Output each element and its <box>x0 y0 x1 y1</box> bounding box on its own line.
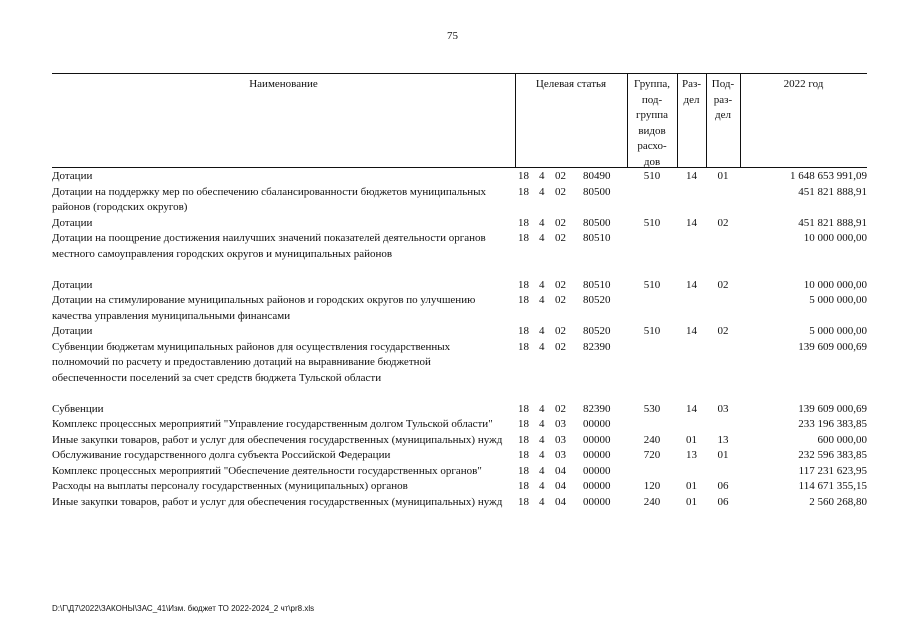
code-subprogram: 4 <box>539 185 545 198</box>
code-program: 18 <box>518 294 529 306</box>
section-code: 14 <box>686 170 697 182</box>
code-subprogram: 4 <box>539 480 545 492</box>
row-amount: 117 231 623,95 <box>798 464 867 477</box>
code-block: 02 <box>555 402 566 415</box>
group-code: 720 <box>643 449 661 461</box>
row-name: Дотации <box>52 216 93 229</box>
code-direction: 00000 <box>583 433 611 446</box>
code-program: 18 <box>518 340 529 353</box>
row-name: Дотации <box>52 170 93 182</box>
table-row <box>52 169 867 185</box>
code-program: 18 <box>518 185 529 198</box>
table-row <box>52 185 867 216</box>
row-amount: 114 671 355,15 <box>798 480 867 492</box>
subsection-code: 01 <box>717 170 729 182</box>
row-amount: 10 000 000,00 <box>803 232 867 244</box>
row-name: Комплекс процессных мероприятий "Обеспечение деятельности государственных органов" <box>52 464 482 477</box>
table-row <box>52 402 867 418</box>
table-row <box>52 448 867 464</box>
code-block: 03 <box>555 449 566 461</box>
subsection-code: 01 <box>717 449 729 461</box>
code-subprogram: 4 <box>539 170 545 182</box>
group-code: 510 <box>643 170 661 182</box>
section-code: 01 <box>686 495 697 508</box>
code-block: 02 <box>555 216 566 229</box>
code-block: 04 <box>555 464 566 477</box>
code-direction: 80500 <box>583 185 611 198</box>
group-code: 240 <box>643 433 661 446</box>
code-direction: 80520 <box>583 325 611 337</box>
code-direction: 82390 <box>583 402 611 415</box>
group-code: 530 <box>643 402 661 415</box>
row-name: Дотации <box>52 325 93 337</box>
code-program: 18 <box>518 278 529 291</box>
row-name: Субвенции бюджетам муниципальных районов для осуществления государственных полномочий по расчету и предоставлению дотаций на выравнивание бюджетной обеспеченности поселений за счет средств бюджета Тульской области <box>52 340 451 384</box>
table-row <box>52 278 867 294</box>
code-program: 18 <box>518 232 529 244</box>
code-direction: 80510 <box>583 232 611 244</box>
subsection-code: 02 <box>717 216 729 229</box>
code-subprogram: 4 <box>539 402 545 415</box>
subsection-code: 06 <box>717 480 729 492</box>
code-program: 18 <box>518 402 529 415</box>
code-program: 18 <box>518 495 529 508</box>
header-year: 2022 год <box>783 78 824 90</box>
table-row <box>52 231 867 278</box>
row-name: Обслуживание государственного долга субъекта Российской Федерации <box>52 449 391 461</box>
row-amount: 10 000 000,00 <box>803 278 867 291</box>
row-name: Расходы на выплаты персоналу государственных (муниципальных) органов <box>52 480 408 492</box>
section-code: 13 <box>686 449 697 461</box>
group-code: 510 <box>643 278 661 291</box>
subsection-code: 02 <box>717 278 729 291</box>
section-code: 14 <box>686 216 697 229</box>
code-program: 18 <box>518 170 529 182</box>
code-block: 02 <box>555 170 566 182</box>
subsection-code: 06 <box>717 495 729 508</box>
table-row <box>52 216 867 232</box>
code-direction: 00000 <box>583 418 611 430</box>
row-amount: 233 196 383,85 <box>798 418 867 430</box>
code-direction: 00000 <box>583 464 611 477</box>
section-code: 14 <box>686 325 697 337</box>
row-name: Субвенции <box>52 402 104 415</box>
row-name: Дотации на стимулирование муниципальных районов и городских округов по улучшению качества управления муниципальными финансами <box>52 294 476 322</box>
code-direction: 80510 <box>583 278 611 291</box>
row-amount: 139 609 000,69 <box>798 340 867 353</box>
code-block: 02 <box>555 340 566 353</box>
header-section: Раз- дел <box>681 78 701 106</box>
row-amount: 139 609 000,69 <box>798 402 867 415</box>
row-amount: 2 560 268,80 <box>809 495 867 508</box>
row-amount: 232 596 383,85 <box>798 449 867 461</box>
table-header <box>52 73 867 168</box>
table-row <box>52 324 867 340</box>
code-subprogram: 4 <box>539 464 545 477</box>
row-name: Дотации на поддержку мер по обеспечению сбалансированности бюджетов муниципальных районов (городских округов) <box>52 185 487 213</box>
row-amount: 451 821 888,91 <box>798 216 867 229</box>
code-block: 04 <box>555 495 566 508</box>
code-block: 02 <box>555 294 566 306</box>
group-code: 510 <box>643 325 661 337</box>
code-block: 03 <box>555 433 566 446</box>
code-subprogram: 4 <box>539 418 545 430</box>
subsection-code: 03 <box>717 402 729 415</box>
code-program: 18 <box>518 325 529 337</box>
code-program: 18 <box>518 433 529 446</box>
code-block: 02 <box>555 278 566 291</box>
table-row <box>52 340 867 402</box>
code-block: 03 <box>555 418 566 430</box>
header-name: Наименование <box>249 78 318 90</box>
code-subprogram: 4 <box>539 294 545 306</box>
code-subprogram: 4 <box>539 216 545 229</box>
file-path-footer: D:\Г\Д7\2022\ЗАКОНЫ\ЗАС_41\Изм. бюджет ТО 2022-2024_2 чт\pr8.xls <box>52 604 315 613</box>
code-direction: 82390 <box>583 340 611 353</box>
table-row <box>52 417 867 433</box>
code-subprogram: 4 <box>539 325 545 337</box>
row-amount: 600 000,00 <box>817 433 867 446</box>
header-subsection: Под- раз- дел <box>711 78 735 121</box>
code-program: 18 <box>518 449 529 461</box>
row-name: Дотации <box>52 278 93 291</box>
row-amount: 5 000 000,00 <box>809 325 867 337</box>
row-name: Иные закупки товаров, работ и услуг для обеспечения государственных (муниципальных) нужд <box>52 495 503 508</box>
group-code: 240 <box>643 495 661 508</box>
row-amount: 5 000 000,00 <box>809 294 867 306</box>
section-code: 01 <box>686 433 697 446</box>
table-body <box>52 169 867 510</box>
code-direction: 00000 <box>583 480 611 492</box>
code-program: 18 <box>518 216 529 229</box>
group-code: 120 <box>643 480 661 492</box>
code-subprogram: 4 <box>539 278 545 291</box>
table-row <box>52 464 867 480</box>
page-number: 75 <box>447 30 458 42</box>
code-direction: 00000 <box>583 495 611 508</box>
subsection-code: 02 <box>717 325 729 337</box>
section-code: 14 <box>686 278 697 291</box>
code-direction: 80500 <box>583 216 611 229</box>
code-subprogram: 4 <box>539 449 545 461</box>
subsection-code: 13 <box>717 433 729 446</box>
code-block: 02 <box>555 325 566 337</box>
header-group: Группа, под- группа видов расхо- дов <box>634 78 670 168</box>
table-row <box>52 479 867 495</box>
code-program: 18 <box>518 464 529 477</box>
row-name: Дотации на поощрение достижения наилучших значений показателей деятельности органов местного самоуправления городских округов и муниципальных районов <box>52 232 486 260</box>
code-subprogram: 4 <box>539 340 545 353</box>
code-direction: 80520 <box>583 294 611 306</box>
row-name: Комплекс процессных мероприятий "Управление государственным долгом Тульской области" <box>52 418 493 430</box>
code-direction: 00000 <box>583 449 611 461</box>
code-direction: 80490 <box>583 170 611 182</box>
code-program: 18 <box>518 480 529 492</box>
table-row <box>52 293 867 324</box>
section-code: 01 <box>686 480 697 492</box>
group-code: 510 <box>643 216 661 229</box>
code-subprogram: 4 <box>539 433 545 446</box>
code-program: 18 <box>518 418 529 430</box>
row-name: Иные закупки товаров, работ и услуг для обеспечения государственных (муниципальных) нужд <box>52 433 503 446</box>
row-amount: 451 821 888,91 <box>798 185 867 198</box>
code-block: 02 <box>555 232 566 244</box>
table-row <box>52 433 867 449</box>
header-target: Целевая статья <box>535 78 607 90</box>
code-subprogram: 4 <box>539 495 545 508</box>
row-amount: 1 648 653 991,09 <box>790 170 867 182</box>
table-row <box>52 495 867 511</box>
code-block: 02 <box>555 185 566 198</box>
code-subprogram: 4 <box>539 232 545 244</box>
section-code: 14 <box>686 402 697 415</box>
code-block: 04 <box>555 480 566 492</box>
